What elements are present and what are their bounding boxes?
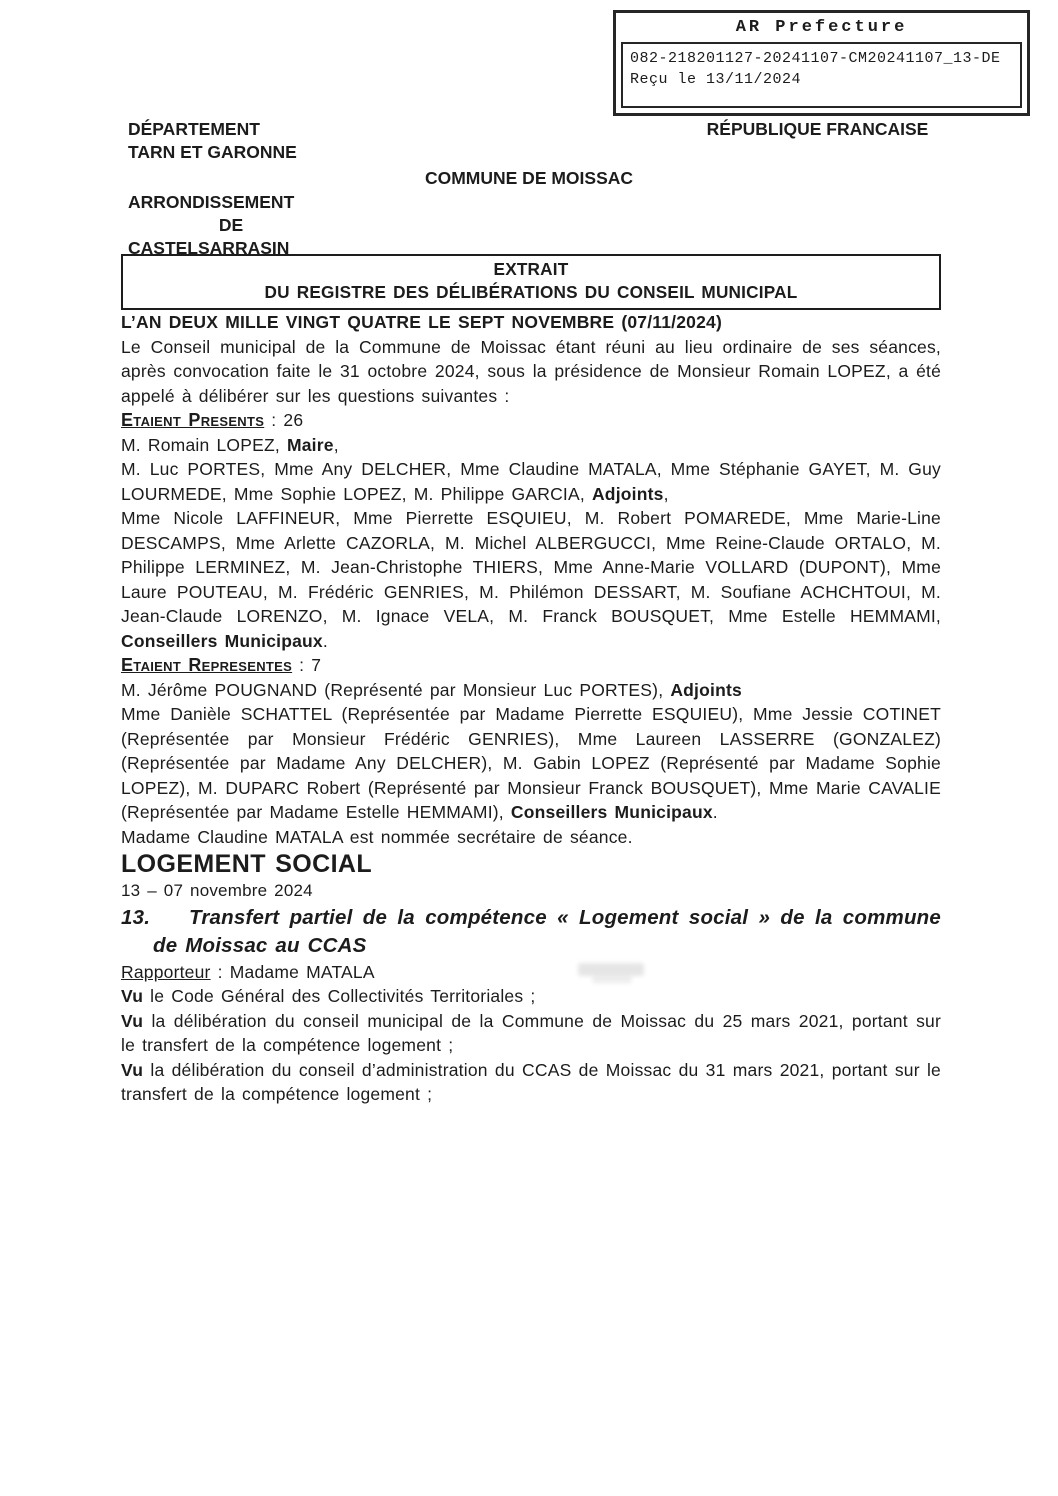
arrondissement-line2: DE <box>218 215 244 235</box>
ar-stamp-body <box>621 42 1022 108</box>
maire-role: Maire <box>286 434 334 455</box>
scan-smudge-small <box>592 976 632 983</box>
section-title: LOGEMENT SOCIAL <box>121 850 373 878</box>
arrondissement-line1: ARRONDISSEMENT <box>128 192 295 212</box>
maire-line <box>121 433 941 458</box>
visa-1-text: le Code Général des Collectivités Territoriales ; <box>143 986 536 1006</box>
adjoints-names: M. Luc PORTES, Mme Any DELCHER, Mme Claudine MATALA, Mme Stéphanie GAYET, M. Guy LOURMEDE, Mme Sophie LOPEZ, M. Philippe GARCIA, <box>121 459 941 504</box>
extrait-title-box <box>121 254 941 310</box>
department-line1: DÉPARTEMENT <box>128 119 260 139</box>
item-title-text: Transfert partiel de la compétence « Logement social » de la commune de Moissac au CCAS <box>153 905 941 957</box>
visa-2 <box>121 1009 941 1058</box>
visa-3-vu: Vu <box>121 1059 144 1080</box>
section-ref: 13 – 07 novembre 2024 <box>121 881 313 900</box>
presents-label: Etaient Presents <box>121 410 265 430</box>
item-title <box>121 904 941 960</box>
ar-stamp-reference: 082-218201127-20241107-CM20241107_13-DE <box>630 50 1001 67</box>
rapporteur-sep: : <box>210 961 230 982</box>
visa-3-text: la délibération du conseil d’administration du CCAS de Moissac du 31 mars 2021, portant sur le transfert de la compétence logement ; <box>121 1059 941 1104</box>
republique-label: RÉPUBLIQUE FRANCAISE <box>706 119 929 139</box>
pougnand-role: Adjoints <box>670 679 742 700</box>
visa-2-text: la délibération du conseil municipal de la Commune de Moissac du 25 mars 2021, portant sur le transfert de la compétence logement ; <box>121 1010 941 1055</box>
adjoints-post: , <box>663 483 669 504</box>
session-intro: Le Conseil municipal de la Commune de Moissac étant réuni au lieu ordinaire de ses séances, après convocation faite le 31 octobre 2024, sous la présidence de Monsieur Romain LOPEZ, a été appelé à délibérer sur les questions suivantes : <box>121 336 941 406</box>
extrait-line2: DU REGISTRE DES DÉLIBÉRATIONS DU CONSEIL MUNICIPAL <box>264 282 798 302</box>
secretary-line: Madame Claudine MATALA est nommée secrétaire de séance. <box>121 826 633 847</box>
visa-2-vu: Vu <box>121 1010 144 1031</box>
conseillers-names: Mme Nicole LAFFINEUR, Mme Pierrette ESQUIEU, M. Robert POMAREDE, Mme Marie-Line DESCAMPS, Mme Arlette CAZORLA, M. Michel ALBERGUCCI, Mme Reine-Claude ORTALO, M. Philippe LERMINEZ, M. Jean-Christophe THIERS, Mme Anne-Marie VOLLARD (DUPONT), Mme Laure POUTEAU, M. Frédéric GENRIES, M. Philémon DESSART, M. Soufiane ACHCHTOUI, M. Jean-Claude LORENZO, M. Ignace VELA, M. Franck BOUSQUET, Mme Estelle HEMMAMI, <box>121 508 941 626</box>
maire-line-text: M. Romain LOPEZ, <box>121 434 287 455</box>
representes-label: Etaient Representes <box>121 655 293 675</box>
ar-prefecture-stamp <box>613 10 1030 116</box>
conseillers-line <box>121 506 941 653</box>
adjoints-line <box>121 457 941 506</box>
ar-stamp-received-date: Reçu le 13/11/2024 <box>630 71 802 88</box>
visa-1-vu: Vu <box>121 986 144 1006</box>
representes-count: 7 <box>311 655 322 675</box>
pougnand-text: M. Jérôme POUGNAND (Représenté par Monsieur Luc PORTES), <box>121 679 671 700</box>
presents-count: 26 <box>283 410 304 430</box>
rapporteur-name: Madame MATALA <box>229 961 375 982</box>
conseillers-role: Conseillers Municipaux <box>121 630 323 651</box>
arrondissement-line3: CASTELSARRASIN <box>128 238 290 258</box>
representes-role: Conseillers Municipaux <box>510 802 713 822</box>
pougnand-line <box>121 678 941 703</box>
adjoints-role: Adjoints <box>591 483 664 504</box>
scan-smudge <box>578 963 644 976</box>
representes-names: Mme Danièle SCHATTEL (Représentée par Madame Pierrette ESQUIEU), Mme Jessie COTINET (Représentée par Monsieur Frédéric GENRIES), Mme Laureen LASSERRE (GONZALEZ) (Représentée par Madame Any DELCHER), M. Gabin LOPEZ (Représenté par Madame Sophie LOPEZ), M. DUPARC Robert (Représenté par Monsieur Franck BOUSQUET), Mme Marie CAVALIE (Représentée par Madame Estelle HEMMAMI), <box>121 704 941 822</box>
department-block <box>128 118 297 164</box>
conseillers-post: . <box>322 630 328 651</box>
document-body <box>121 254 941 1107</box>
extrait-line1: EXTRAIT <box>493 259 569 279</box>
representes-list <box>121 702 941 825</box>
session-date-line: L’AN DEUX MILLE VINGT QUATRE LE SEPT NOVEMBRE (07/11/2024) <box>121 312 722 332</box>
representes-heading <box>121 653 941 678</box>
arrondissement-block <box>128 191 334 260</box>
presents-sep: : <box>264 410 284 430</box>
department-line2: TARN ET GARONNE <box>128 142 297 162</box>
presents-heading <box>121 408 941 433</box>
commune-label: COMMUNE DE MOISSAC <box>424 168 634 188</box>
representes-sep: : <box>292 655 312 675</box>
ar-stamp-title: AR Prefecture <box>735 18 908 37</box>
item-number: 13. <box>121 905 151 929</box>
representes-post: . <box>712 802 718 822</box>
rapporteur-line <box>121 960 941 985</box>
visa-1 <box>121 984 941 1009</box>
rapporteur-label: Rapporteur <box>121 961 211 982</box>
visa-3 <box>121 1058 941 1107</box>
maire-line-post: , <box>333 434 339 455</box>
